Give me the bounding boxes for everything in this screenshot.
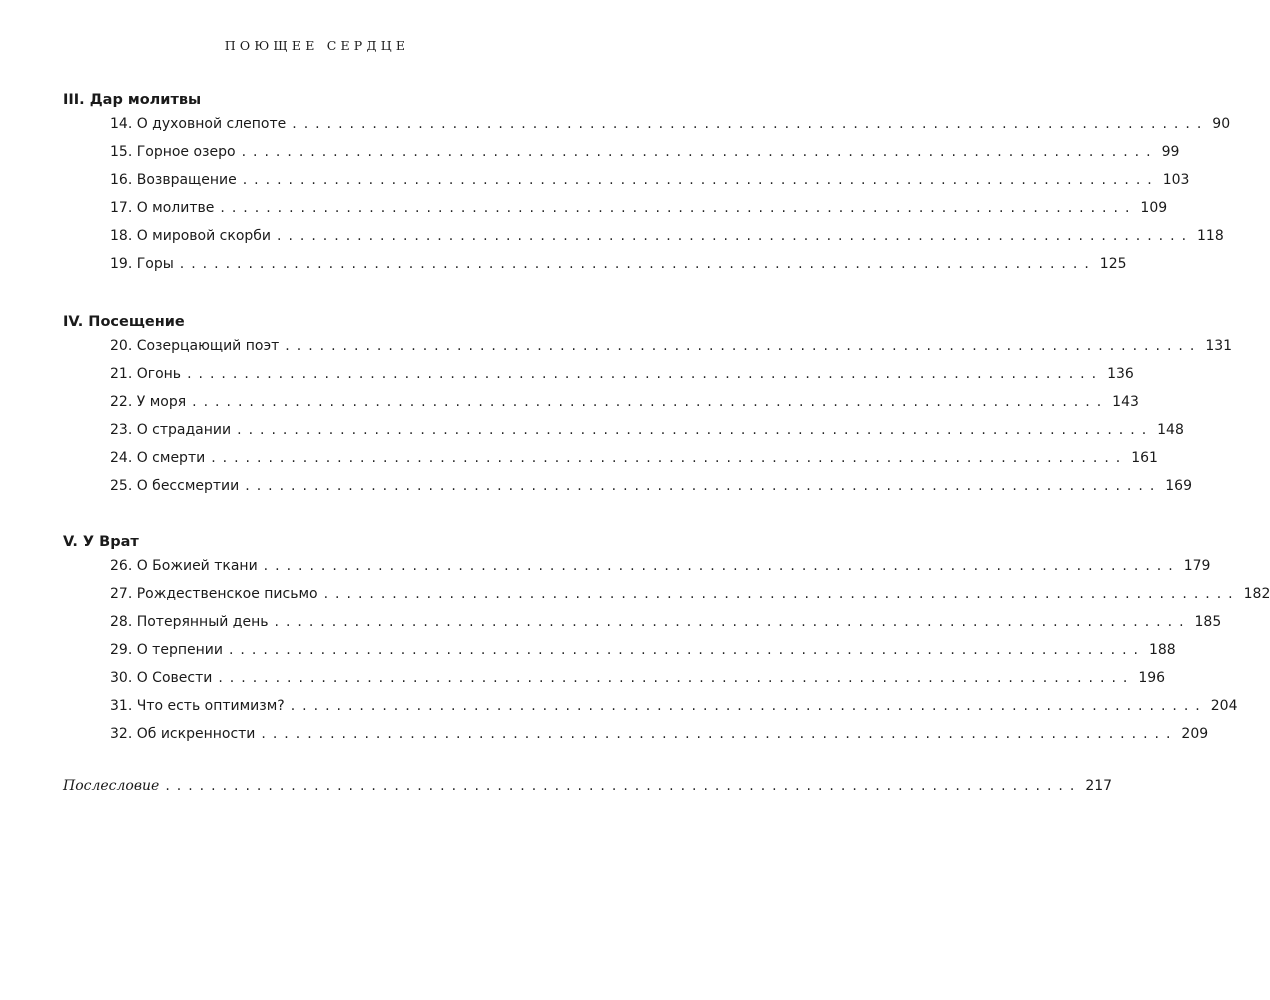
entry-title: 26. О Божией ткани xyxy=(110,558,258,574)
leader-dots: ................................................................................ xyxy=(237,422,1154,438)
leader-dots: ................................................................................ xyxy=(187,366,1104,382)
entry-page: 99 xyxy=(1161,144,1180,160)
entry-page: 143 xyxy=(1112,394,1139,410)
toc-entry[interactable] xyxy=(110,670,1166,692)
toc-entry[interactable] xyxy=(110,394,1139,416)
entry-title: 15. Горное озеро xyxy=(110,144,236,160)
leader-dots: ................................................................................ xyxy=(179,256,1096,272)
entry-title: 21. Огонь xyxy=(110,366,182,382)
leader-dots: ................................................................................ xyxy=(245,478,1162,494)
leader-dots: ................................................................................ xyxy=(263,558,1180,574)
toc-entry[interactable] xyxy=(110,366,1134,388)
leader-dots: ................................................................................ xyxy=(290,698,1207,714)
entry-page: 188 xyxy=(1148,642,1176,658)
toc-entry[interactable] xyxy=(110,256,1127,278)
entry-page: 196 xyxy=(1138,670,1166,686)
toc-entry[interactable] xyxy=(110,172,1190,194)
entry-page: 131 xyxy=(1205,338,1233,354)
toc-entry[interactable] xyxy=(110,614,1222,636)
entry-title: 27. Рождественское письмо xyxy=(110,586,318,602)
toc-entry[interactable] xyxy=(110,200,1168,222)
toc-entry[interactable] xyxy=(110,642,1176,664)
toc-entry[interactable] xyxy=(110,726,1209,748)
leader-dots: ................................................................................ xyxy=(211,450,1128,466)
toc-entry[interactable] xyxy=(110,450,1158,472)
toc-entry[interactable] xyxy=(110,586,1270,608)
entry-title: 28. Потерянный день xyxy=(110,614,269,630)
leader-dots: ................................................................................ xyxy=(285,338,1202,354)
entry-title: 16. Возвращение xyxy=(110,172,237,188)
leader-dots: ................................................................................ xyxy=(241,144,1158,160)
entry-page: 204 xyxy=(1210,698,1238,714)
leader-dots: ................................................................................ xyxy=(261,726,1178,742)
leader-dots: ................................................................................ xyxy=(228,642,1145,658)
entry-title: 29. О терпении xyxy=(110,642,223,658)
leader-dots: ................................................................................ xyxy=(220,200,1137,216)
entry-page: 182 xyxy=(1243,586,1270,602)
entry-page: 209 xyxy=(1181,726,1209,742)
afterword-page: 217 xyxy=(1085,778,1113,794)
running-head: ПОЮЩЕЕ СЕРДЦЕ xyxy=(224,38,410,53)
entry-title: 31. Что есть оптимизм? xyxy=(110,698,285,714)
entry-page: 148 xyxy=(1157,422,1184,438)
entry-title: 19. Горы xyxy=(110,256,174,272)
entry-title: 30. О Совести xyxy=(110,670,213,686)
entry-page: 169 xyxy=(1165,478,1192,494)
leader-dots: ................................................................................ xyxy=(218,670,1135,686)
afterword-title: Послесловие xyxy=(63,778,160,794)
entry-title: 18. О мировой скорби xyxy=(110,228,271,244)
entry-page: 185 xyxy=(1194,614,1222,630)
leader-dots: ................................................................................ xyxy=(292,116,1209,132)
section-title-iii: III. Дар молитвы xyxy=(63,92,202,108)
leader-dots: ................................................................................ xyxy=(277,228,1194,244)
toc-entry[interactable] xyxy=(110,144,1180,166)
toc-entry[interactable] xyxy=(110,228,1224,250)
toc-entry[interactable] xyxy=(110,558,1211,580)
section-title-v: V. У Врат xyxy=(63,534,139,550)
entry-page: 90 xyxy=(1212,116,1231,132)
entry-title: 32. Об искренности xyxy=(110,726,256,742)
entry-page: 179 xyxy=(1183,558,1211,574)
entry-title: 17. О молитве xyxy=(110,200,215,216)
leader-dots: ................................................................................ xyxy=(165,778,1082,794)
toc-entry[interactable] xyxy=(110,422,1184,444)
toc-entry[interactable] xyxy=(110,698,1238,720)
toc-entry[interactable] xyxy=(110,478,1192,500)
entry-title: 22. У моря xyxy=(110,394,187,410)
toc-entry-afterword[interactable] xyxy=(63,778,1113,800)
entry-page: 103 xyxy=(1162,172,1190,188)
entry-title: 14. О духовной слепоте xyxy=(110,116,287,132)
entry-page: 125 xyxy=(1099,256,1127,272)
leader-dots: ................................................................................ xyxy=(323,586,1240,602)
entry-title: 25. О бессмертии xyxy=(110,478,240,494)
entry-page: 118 xyxy=(1197,228,1224,244)
entry-title: 20. Созерцающий поэт xyxy=(110,338,280,354)
entry-title: 24. О смерти xyxy=(110,450,206,466)
entry-title: 23. О страдании xyxy=(110,422,232,438)
entry-page: 109 xyxy=(1140,200,1168,216)
entry-page: 161 xyxy=(1131,450,1158,466)
leader-dots: ................................................................................ xyxy=(274,614,1191,630)
toc-entry[interactable] xyxy=(110,116,1231,138)
entry-page: 136 xyxy=(1107,366,1134,382)
leader-dots: ................................................................................ xyxy=(242,172,1159,188)
section-title-iv: IV. Посещение xyxy=(63,314,185,330)
toc-entry[interactable] xyxy=(110,338,1233,360)
leader-dots: ................................................................................ xyxy=(192,394,1109,410)
